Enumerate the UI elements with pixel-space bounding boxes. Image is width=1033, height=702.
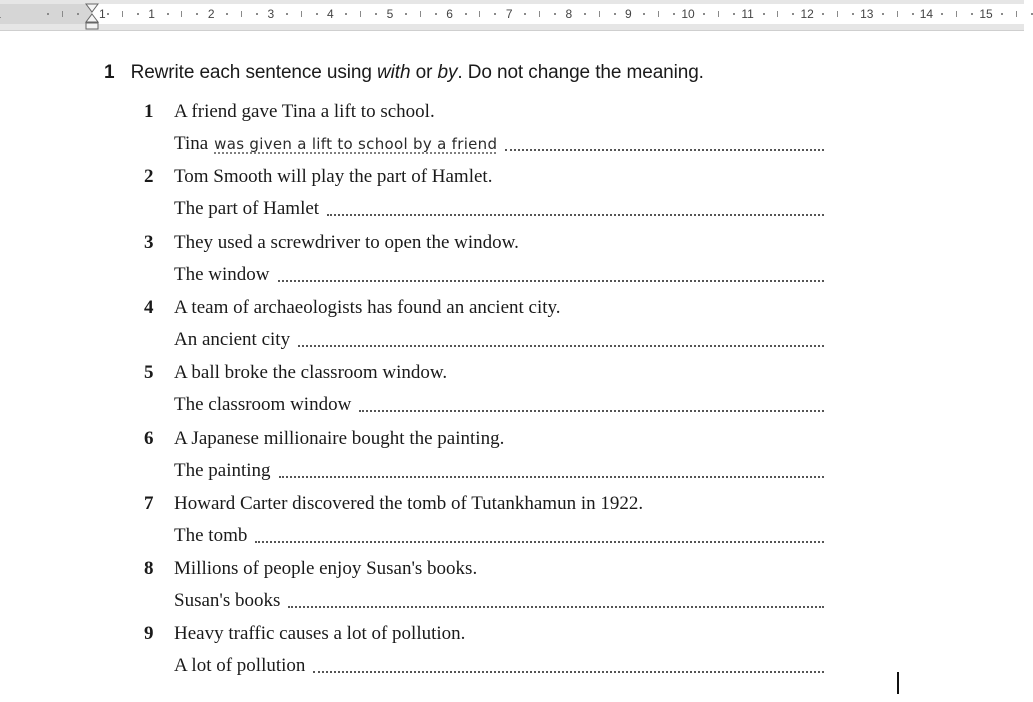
item-number: 7 — [144, 492, 154, 514]
exercise-item-sentence — [144, 427, 504, 451]
dotted-answer-blank[interactable] — [255, 540, 824, 543]
handwritten-answer: was given a lift to school by a friend — [214, 135, 498, 153]
exercise-item-sentence — [144, 622, 465, 646]
item-number: 1 — [144, 101, 154, 122]
ruler-dot — [226, 13, 228, 15]
item-sentence: A ball broke the classroom window. — [174, 362, 448, 384]
exercise-item-sentence — [144, 361, 447, 385]
ruler-dot — [822, 13, 824, 15]
ruler-number: 1 — [148, 7, 155, 21]
answer-stem: A lot of pollution — [174, 655, 306, 677]
ruler-tick — [658, 11, 659, 17]
exercise-item-sentence — [144, 296, 561, 320]
ruler-tick — [360, 11, 361, 17]
ruler-dot — [1031, 13, 1033, 15]
exercise-item-sentence — [144, 165, 492, 189]
ruler-dot — [196, 13, 198, 15]
ruler-tick — [956, 11, 957, 17]
answer-stem: Susan's books — [174, 590, 281, 612]
ruler-tick — [479, 11, 480, 17]
ruler-dot — [47, 13, 49, 15]
ruler-number: 8 — [565, 7, 573, 21]
ruler-dot — [912, 13, 914, 15]
ruler-number: 9 — [625, 7, 632, 21]
ruler-tick — [420, 11, 421, 17]
answer-line[interactable] — [174, 197, 824, 221]
ruler-number: 4 — [327, 7, 334, 21]
ruler-dot — [286, 13, 288, 15]
ruler-dot — [77, 13, 79, 15]
dotted-answer-blank[interactable] — [505, 148, 824, 151]
ruler-tick — [897, 11, 898, 17]
ruler-dot — [614, 13, 616, 15]
ruler-number: 7 — [505, 7, 513, 21]
dotted-answer-blank[interactable] — [278, 279, 824, 282]
ruler-number: 10 — [681, 7, 695, 21]
item-sentence: A team of archaeologists has found an ancient city. — [174, 296, 561, 318]
item-number: 4 — [144, 296, 154, 318]
answer-line[interactable] — [174, 589, 824, 613]
item-sentence: A friend gave Tina a lift to school. — [174, 101, 435, 122]
answer-stem: Tina — [174, 133, 209, 154]
ruler-tick — [1016, 11, 1017, 17]
item-sentence: Heavy traffic causes a lot of pollution. — [174, 623, 466, 645]
ruler-dot — [167, 13, 169, 15]
item-sentence: A Japanese millionaire bought the painting. — [174, 427, 505, 449]
ruler-tick — [539, 11, 540, 17]
item-sentence: Millions of people enjoy Susan's books. — [174, 558, 478, 580]
answer-line[interactable] — [174, 654, 824, 678]
ruler-dot — [256, 13, 258, 15]
ruler-tick — [181, 11, 182, 17]
ruler-dot — [375, 13, 377, 15]
ruler-number: 5 — [386, 7, 394, 21]
instruction-text: Rewrite each sentence using with or by. Do not change the meaning. — [130, 62, 704, 83]
answer-stem: The painting — [174, 459, 271, 481]
horizontal-ruler[interactable] — [0, 0, 1024, 31]
ruler-number: 3 — [267, 7, 275, 21]
item-number: 8 — [144, 558, 154, 580]
ruler-number: 6 — [446, 7, 453, 21]
ruler-dot — [494, 13, 496, 15]
item-number: 3 — [144, 231, 154, 253]
answer-line[interactable] — [174, 393, 824, 417]
ruler-dot — [643, 13, 645, 15]
dotted-answer-blank[interactable] — [298, 344, 824, 347]
ruler-dot — [941, 13, 943, 15]
ruler-tick — [241, 11, 242, 17]
ruler-dot — [405, 13, 407, 15]
exercise-item-sentence — [144, 231, 519, 255]
ruler-dot — [1001, 13, 1003, 15]
item-number: 2 — [144, 166, 154, 188]
ruler-dot — [137, 13, 139, 15]
dotted-answer-blank[interactable] — [327, 213, 824, 216]
ruler-tick — [62, 11, 63, 17]
ruler-dot — [971, 13, 973, 15]
exercise-heading — [104, 62, 704, 84]
ruler-dot — [435, 13, 437, 15]
dotted-answer-blank[interactable] — [313, 670, 824, 673]
ruler-number: 11 — [741, 7, 754, 21]
item-number: 9 — [144, 623, 154, 645]
ruler-dot — [524, 13, 526, 15]
ruler-number: 2 — [207, 7, 215, 21]
ruler-tick — [777, 11, 778, 17]
ruler-margin-number: 1 — [99, 7, 106, 21]
answer-stem: The part of Hamlet — [174, 198, 320, 220]
ruler-dot — [882, 13, 884, 15]
ruler-number: 14 — [919, 7, 934, 21]
item-sentence: Howard Carter discovered the tomb of Tutankhamun in 1922. — [174, 492, 644, 514]
answer-line[interactable] — [174, 132, 824, 156]
ruler-dot — [792, 13, 794, 15]
answer-line[interactable] — [174, 328, 824, 352]
ruler-number: 12 — [800, 7, 814, 21]
ruler-tick — [718, 11, 719, 17]
answer-line[interactable] — [174, 524, 824, 548]
item-number: 5 — [144, 362, 154, 384]
ruler-dot — [703, 13, 705, 15]
ruler-margin-number — [0, 6, 1, 22]
answer-stem: The classroom window — [174, 394, 352, 416]
answer-line[interactable] — [174, 459, 824, 483]
item-number: 6 — [144, 427, 154, 449]
ruler-dot — [316, 13, 318, 15]
ruler-dot — [345, 13, 347, 15]
answer-stem: The window — [174, 263, 270, 285]
ruler-tick — [301, 11, 302, 17]
ruler-dot — [733, 13, 735, 15]
exercise-item-sentence — [144, 100, 435, 124]
ruler-tick — [837, 11, 838, 17]
ruler-dot — [852, 13, 854, 15]
text-cursor — [897, 672, 899, 694]
ruler-dot — [673, 13, 675, 15]
ruler-text-area — [92, 4, 1024, 24]
dotted-answer-blank[interactable] — [359, 409, 824, 412]
ruler-dot — [584, 13, 586, 15]
item-sentence: Tom Smooth will play the part of Hamlet. — [174, 166, 493, 188]
exercise-item-sentence — [144, 492, 643, 516]
dotted-answer-blank[interactable] — [279, 475, 824, 478]
ruler-dot — [763, 13, 765, 15]
ruler-dot — [554, 13, 556, 15]
answer-stem: An ancient city — [174, 328, 291, 350]
ruler-tick — [122, 11, 123, 17]
dotted-answer-blank[interactable] — [288, 605, 824, 608]
ruler-number: 13 — [860, 7, 874, 21]
indent-marker-icon[interactable] — [84, 2, 100, 30]
ruler-dot — [107, 13, 109, 15]
item-sentence: They used a screwdriver to open the window. — [174, 231, 519, 253]
ruler-number: 15 — [979, 7, 993, 21]
answer-stem: The tomb — [174, 524, 248, 546]
answer-line[interactable] — [174, 263, 824, 287]
exercise-number: 1 — [104, 62, 115, 83]
ruler-tick — [599, 11, 600, 17]
ruler-dot — [465, 13, 467, 15]
exercise-item-sentence — [144, 557, 477, 581]
